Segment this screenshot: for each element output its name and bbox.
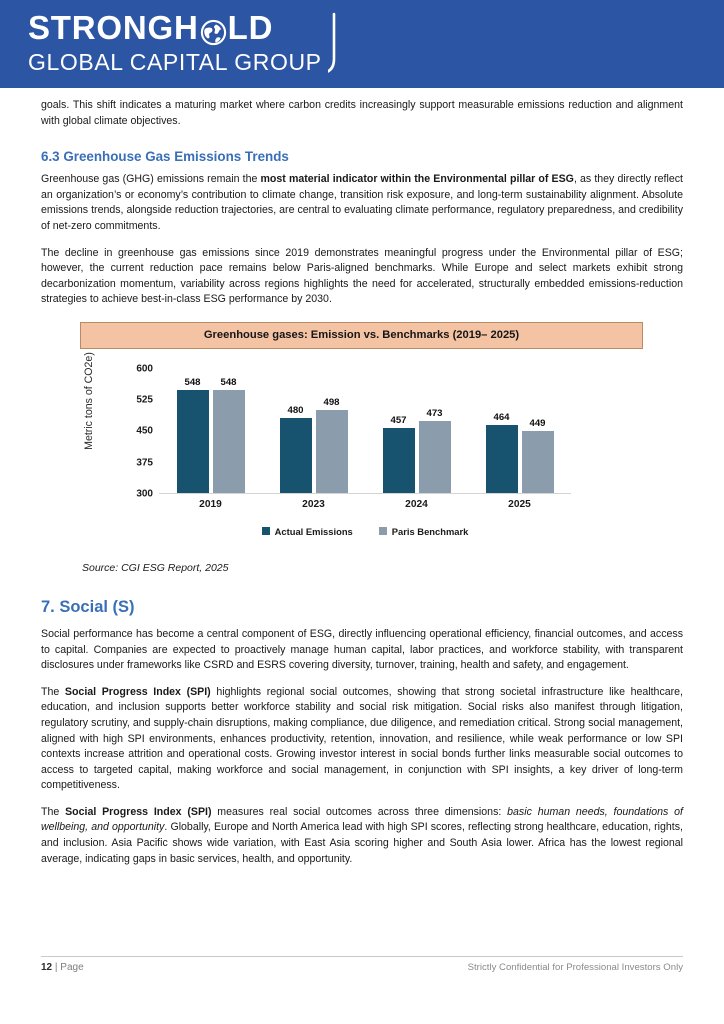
- bar-label-actual-2024: 457: [390, 414, 407, 426]
- ghg-1-text-bold: most material indicator within the Environmental pillar of ESG: [260, 173, 574, 186]
- bar-group-2025: [468, 368, 571, 493]
- x-label-2019: 2019: [199, 498, 222, 510]
- bar-actual-2019: [177, 376, 209, 493]
- social-3-text-e: . Globally, Europe and North America lead with high SPI scores, reflecting strong healthcare, education, rights, and inclusion. Asia Pacific shows wide variation, with East Asia scoring higher and South Asia lower. Africa has the lowest regional average, indicating gaps in basic services, health, and opportunity.: [41, 821, 683, 865]
- legend-item-paris-benchmark: [379, 526, 469, 537]
- footer-separator: |: [52, 962, 61, 973]
- bar-group-2019: [159, 368, 262, 493]
- chart-title: Greenhouse gases: Emission vs. Benchmarks (2019– 2025): [80, 322, 643, 349]
- bar-group-2024: [365, 368, 468, 493]
- y-tick-450: 450: [136, 425, 153, 437]
- chart-plot: [136, 363, 571, 500]
- social-2-text-c: highlights regional social outcomes, showing that strong societal infrastructure like healthcare, education, and inclusion supports better workforce stability and social risk mitigation. Social risks also manifest through litigation, regulatory scrutiny, and supply-chain disruptions, making compliance, due diligence, and remediation critical. Strong social management, aligned with high SPI environments, enhances productivity, retention, innovation, and resilience, while weak performance or low SPI contexts increase attrition and operational costs. Growing investor interest in social bonds further links measurable social outcomes to access to targeted capital, making workforce and social management, in conjunction with SPI insights, a key driver of long-term competitiveness.: [41, 685, 684, 792]
- logo-word-stronghold-part1: STRONGH: [28, 9, 199, 46]
- chart-x-labels: [159, 499, 571, 510]
- footer-page-number: 12: [41, 962, 53, 973]
- bar-label-actual-2025: 464: [493, 411, 510, 423]
- logo-wordmark: [28, 9, 358, 47]
- bar-benchmark-2025: [522, 417, 554, 493]
- social-2-text-bold: Social Progress Index (SPI): [64, 685, 211, 698]
- bar-actual-2025: [486, 411, 518, 493]
- ghg-1-text-c: , as they directly reflect an organization’s or economy’s contribution to climate change, transition risk exposure, and long-term sustainability alignment. Absolute emissions trends, alongside reduction trajectories, are central to evaluating climate performance, regulatory preparedness, and credibility of net-zero commitments.: [41, 173, 683, 232]
- social-3-text-c: measures real social outcomes across three dimensions:: [211, 805, 508, 818]
- bar-label-benchmark-2024: 473: [426, 407, 443, 419]
- x-label-2025: 2025: [508, 498, 531, 510]
- paragraph-ghg-2: The decline in greenhouse gas emissions since 2019 demonstrates meaningful progress under the Environmental pillar of ESG; however, the current reduction pace remains below Paris-aligned benchmarks. While Europe and select markets exhibit strong decarbonization momentum, variability across regions highlights the need for accelerated, structurally embedded emissions-reduction strategies to achieve best-in-class ESG performance by 2030.: [41, 246, 683, 306]
- x-label-2024: 2024: [405, 498, 428, 510]
- chart-x-axis-line: [159, 493, 571, 494]
- paragraph-social-2: [41, 685, 683, 794]
- paragraph-social-3: [41, 805, 683, 867]
- footer-divider: [41, 956, 683, 957]
- footer-page-indicator: [41, 962, 84, 973]
- document-content: [41, 98, 683, 878]
- social-3-text-a: The: [41, 805, 66, 818]
- y-tick-600: 600: [136, 363, 153, 375]
- logo-tagline: GLOBAL CAPITAL GROUP: [28, 49, 322, 75]
- paragraph-intro: goals. This shift indicates a maturing market where carbon credits increasingly support measurable emissions reduction and alignment with global climate objectives.: [41, 99, 683, 127]
- logo-word-stronghold-part2: LD: [227, 9, 274, 46]
- globe-icon: [200, 19, 227, 46]
- paragraph-social-1: Social performance has become a central component of ESG, directly influencing operational efficiency, financial outcomes, and access to capital. Companies are expected to proactively manage human capital, labor practices, and workforce stability, with transparent disclosures under frameworks like CSRD and ESRS covering diversity, turnover, training, health and safety, and engagement.: [41, 627, 683, 672]
- page-footer: [41, 956, 683, 973]
- page-header-band: [0, 0, 724, 88]
- legend-swatch-icon-benchmark: [379, 527, 387, 535]
- ghg-1-text-a: Greenhouse gas (GHG) emissions remain the: [41, 173, 261, 186]
- heading-7-social: 7. Social (S): [41, 597, 135, 616]
- x-label-2023: 2023: [302, 498, 325, 510]
- legend-label-benchmark: Paris Benchmark: [391, 525, 469, 537]
- footer-row: [41, 962, 683, 973]
- page-body: [0, 88, 724, 1024]
- y-tick-300: 300: [136, 488, 153, 500]
- logo-swoosh-icon: [328, 11, 384, 85]
- bar-actual-2023: [280, 404, 312, 493]
- bar-benchmark-2024: [419, 407, 451, 493]
- bar-benchmark-2023: [316, 397, 348, 493]
- chart-source-note: Source: CGI ESG Report, 2025: [82, 561, 229, 574]
- bar-label-actual-2019: 548: [184, 376, 201, 388]
- y-tick-375: 375: [136, 457, 153, 469]
- chart-y-axis-title: Metric tons of CO2e): [83, 352, 95, 450]
- social-2-text-a: The: [41, 685, 65, 698]
- legend-item-actual-emissions: [262, 526, 353, 537]
- bar-label-benchmark-2023: 498: [323, 397, 340, 409]
- social-3-text-italic: basic human needs, foundations of wellbeing, and opportunity: [41, 805, 683, 834]
- y-tick-525: 525: [136, 394, 153, 406]
- bar-actual-2024: [383, 414, 415, 493]
- chart-legend: [159, 526, 571, 537]
- heading-6-3: 6.3 Greenhouse Gas Emissions Trends: [41, 149, 289, 165]
- bar-label-actual-2023: 480: [287, 404, 304, 416]
- legend-swatch-icon-actual: [262, 527, 270, 535]
- company-logo: [28, 9, 358, 81]
- bar-label-benchmark-2025: 449: [529, 417, 546, 429]
- chart-bar-groups: [159, 368, 571, 493]
- footer-confidential-note: Strictly Confidential for Professional Investors Only: [467, 962, 683, 973]
- footer-page-word: Page: [60, 962, 84, 973]
- bar-label-benchmark-2019: 548: [220, 376, 237, 388]
- emissions-chart-block: [41, 322, 683, 556]
- bar-benchmark-2019: [213, 376, 245, 493]
- social-3-text-bold: Social Progress Index (SPI): [65, 805, 212, 818]
- chart-plot-area: [41, 351, 683, 556]
- paragraph-ghg-1: [41, 172, 683, 234]
- legend-label-actual: Actual Emissions: [274, 525, 353, 537]
- bar-group-2023: [262, 368, 365, 493]
